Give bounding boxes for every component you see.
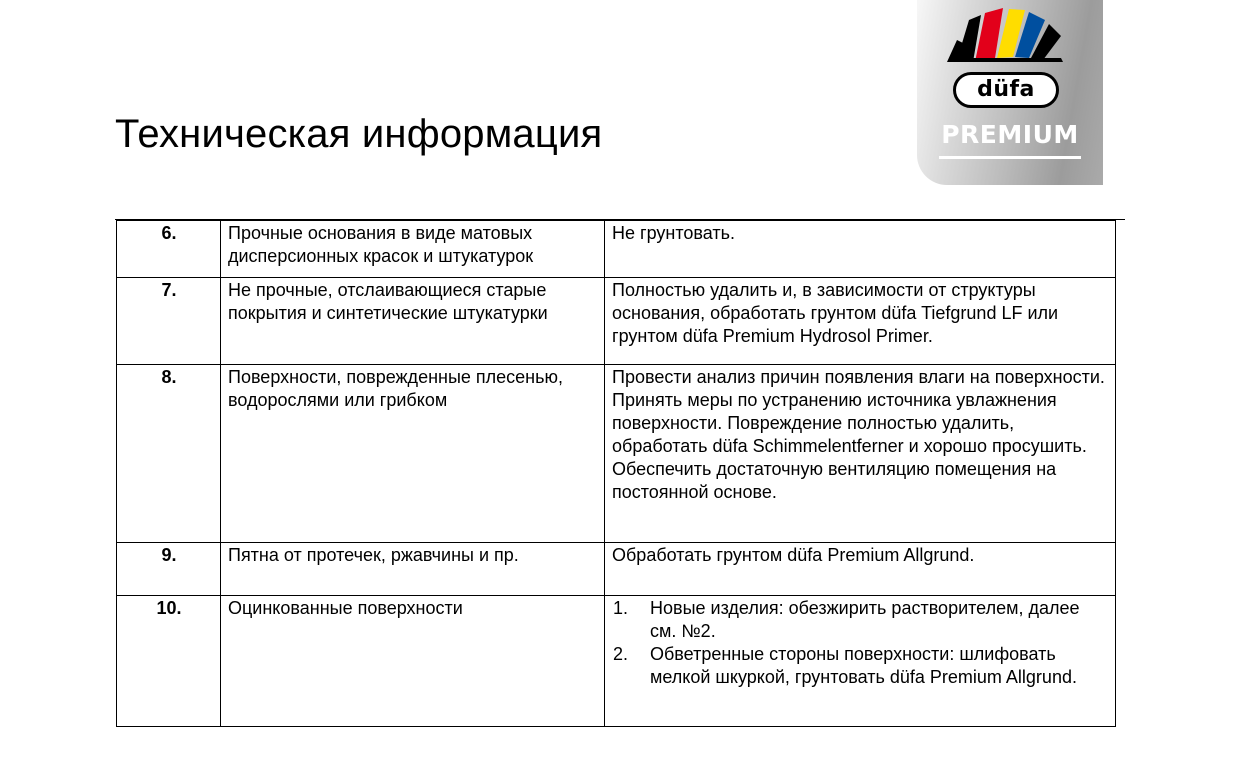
row-number-cell: [117, 278, 221, 365]
list-marker: 2.: [613, 644, 629, 664]
row-number: 6.: [161, 223, 177, 243]
treatment-cell: Обработать грунтом düfa Premium Allgrund.: [605, 543, 1116, 596]
row-number-cell: [117, 365, 221, 543]
row-number-cell: [117, 221, 221, 278]
logo-underline: [939, 156, 1081, 159]
row-number: 8.: [161, 367, 177, 387]
treatment-cell: Не грунтовать.: [605, 221, 1116, 278]
list-item: [612, 643, 1109, 689]
treatment-cell: [605, 596, 1116, 727]
treatment-steps: [612, 597, 1109, 689]
table-row: [117, 221, 1116, 278]
color-fan-icon: [917, 0, 1103, 80]
row-number-cell: [117, 543, 221, 596]
page-title: Техническая информация: [115, 112, 603, 156]
table-row: [117, 543, 1116, 596]
dufa-premium-logo: [917, 0, 1103, 185]
row-number: 9.: [161, 545, 177, 565]
surface-cell: Прочные основания в виде матовых дисперсионных красок и штукатурок: [221, 221, 605, 278]
surface-cell: Пятна от протечек, ржавчины и пр.: [221, 543, 605, 596]
surface-cell: Поверхности, поврежденные плесенью, водорослями или грибком: [221, 365, 605, 543]
surface-cell: Оцинкованные поверхности: [221, 596, 605, 727]
technical-info-table: [116, 220, 1116, 727]
list-item: [612, 597, 1109, 643]
table-row: [117, 596, 1116, 727]
fan-handle: [951, 58, 1063, 62]
treatment-cell: Полностью удалить и, в зависимости от структуры основания, обработать грунтом düfa Tiefgrund LF или грунтом düfa Premium Hydrosol Primer.: [605, 278, 1116, 365]
list-item-text: Обветренные стороны поверхности: шлифовать мелкой шкуркой, грунтовать düfa Premium Allgrund.: [650, 644, 1077, 687]
list-marker: 1.: [613, 598, 629, 618]
row-number-cell: [117, 596, 221, 727]
treatment-cell: Провести анализ причин появления влаги на поверхности. Принять меры по устранению источника увлажнения поверхности. Повреждение полностью удалить, обработать düfa Schimmelentferner и хорошо просушить. Обеспечить достаточную вентиляцию помещения на постоянной основе.: [605, 365, 1116, 543]
list-item-text: Новые изделия: обезжирить растворителем, далее см. №2.: [650, 598, 1080, 641]
row-number: 10.: [156, 598, 182, 618]
logo-premium-text: PREMIUM: [941, 120, 1079, 149]
table-row: [117, 278, 1116, 365]
row-number: 7.: [161, 280, 177, 300]
surface-cell: Не прочные, отслаивающиеся старые покрытия и синтетические штукатурки: [221, 278, 605, 365]
logo-brand-text: düfa: [953, 72, 1059, 108]
table-row: [117, 365, 1116, 543]
